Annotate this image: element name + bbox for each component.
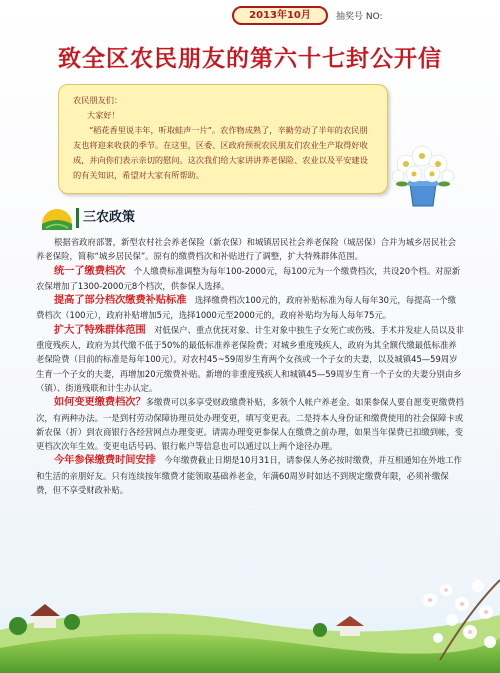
policy-item-text: 选择缴费档次100元的，政府补贴标准为每人每年30元，每提高一个缴费档次（100元），政府补贴增加5元，选择1000元至2000元的，政府补贴均为每人每年75元。 — [36, 295, 456, 321]
letter-body: “稻花香里说丰年，听取蛙声一片”。农作物成熟了，辛勤劳动了半年的农民朋友也将迎来收获的季节。在这里，区委、区政府预祝农民朋友们农业生产取得好收成，并向你们表示亲切的慰问。这次我们给大家讲讲养老保险、农业以及平安建设的有关知识，希望对大家有所帮助。 — [73, 125, 368, 180]
letter-salutation: 农民朋友们： — [73, 95, 123, 105]
policy-item — [36, 395, 464, 453]
policy-item — [36, 264, 464, 294]
flower-pot-illustration — [388, 140, 458, 210]
policy-item-heading: 提高了部分档次缴费补贴标准 — [54, 295, 187, 307]
section-title: 三农政策 — [76, 208, 143, 228]
policy-item-heading: 今年参保缴费时间安排 — [54, 455, 156, 467]
policy-item-text: 个人缴费标准调整为每年100-2000元，每100元为一个缴费档次，共设20个档。对原新农保增加了1300-2000元8个档次，供参保人选择。 — [36, 265, 461, 291]
policy-content — [36, 235, 464, 497]
policy-item-text: 今年缴费截止日期是10月31日，请参保人务必按时缴费，并互相通知在外地工作和生活的亲朋好友。只有连续按年缴费才能领取基础养老金，年满60周岁时如达不到规定缴费年限，必须补缴保费，但不享受财政补贴。 — [36, 455, 462, 496]
policy-item-heading: 扩大了特殊群体范围 — [54, 324, 146, 336]
letter-box — [58, 84, 388, 194]
issue-header — [0, 4, 500, 24]
policy-item — [36, 323, 464, 395]
policy-item-text: 对低保户、重点优抚对象、计生对象中独生子女死亡或伤残、手术并发症人员以及非重度残疾人，政府为其代缴不低于50%的最低标准养老保险费；对城乡重度残疾人，政府为其全额代缴最低标准养老保险费（目前的标准是每年100元）。对农村45~59周岁生育两个女孩或一个子女的夫妻，以及城镇45—59周岁生育一个子女的夫妻，再增加20元缴费补贴。新增的非重度残疾人和城镇45—59周岁生育一个子女的夫妻分别由乡（镇）、街道残联和计生办认定。 — [36, 324, 464, 393]
policy-item-heading: 统一了缴费档次 — [54, 265, 126, 277]
prize-number-label: 抽奖号 NO: — [336, 12, 383, 22]
page-title: 致全区农民朋友的第六十七封公开信 — [58, 45, 442, 72]
policy-item-text: 多缴费可以多享受财政缴费补贴，多领个人帐户养老金。如果参保人要自愿变更缴费档次，有两种办法。一是到村劳动保障协理员处办理变更，填写变更表。二是持本人身份证和缴费使用的社会保障卡或新农保（折）到农商银行各经营网点办理变更。请需办理变更参保人在缴费之前办理，如果当年保费已扣缴到帐，变更档次次年生效。变更电话号码、银行帐户等信息也可以通过以上两个途径办理。 — [36, 397, 464, 452]
countryside-landscape-illustration — [0, 560, 500, 673]
policy-item — [36, 293, 464, 323]
issue-date-badge: 2013年10月 — [232, 6, 328, 25]
policy-item-heading: 如何变更缴费档次？ — [54, 397, 146, 409]
policy-item — [36, 453, 464, 497]
section-heading — [40, 206, 190, 230]
letter-greeting: 大家好！ — [87, 110, 120, 120]
intro-paragraph: 根据省政府部署，新型农村社会养老保险（新农保）和城镇居民社会养老保险（城居保）合并为城乡居民社会养老保险，简称“城乡居民保”。原有的缴费档次和补贴进行了调整，扩大特殊群体范围。 — [36, 237, 456, 262]
sunrise-field-logo-icon — [40, 206, 74, 230]
